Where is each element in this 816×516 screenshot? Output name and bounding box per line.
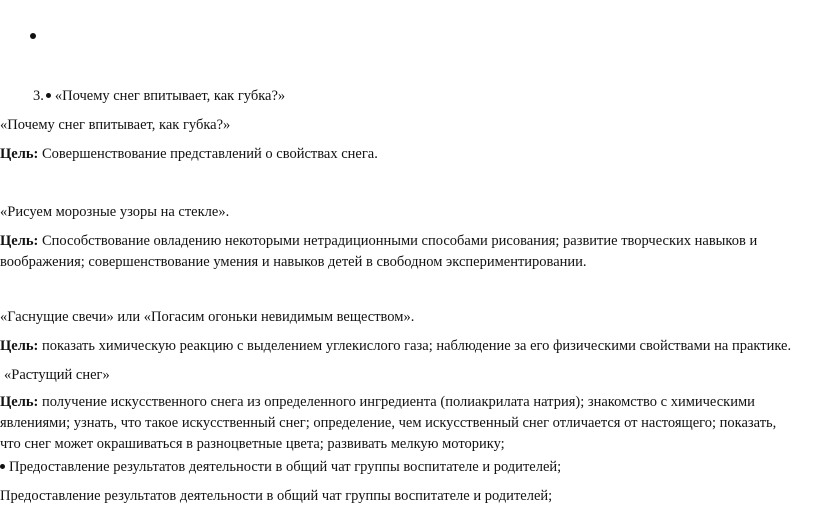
goal-4-text: получение искусственного снега из определенного ингредиента (полиакрилата натрия); знакомство с химическими явлениями; узнать, что такое искусственный снег; определение, чем искусственный снег отличается от настоящего; показать, что снег может окрашиваться в разноцветные цвета; развивать мелкую моторику;: [0, 394, 777, 452]
item-1-heading: [33, 86, 285, 107]
item-3-title: «Гаснущие свечи» или «Погасим огоньки невидимым веществом».: [0, 309, 415, 325]
goal-4: [0, 392, 800, 455]
goal-label: Цель:: [0, 338, 39, 354]
result-bullet-text: Предоставление результатов деятельности в общий чат группы воспитателе и родителей;: [9, 459, 562, 475]
item-1-number: 3.: [33, 88, 44, 104]
item-2-title: «Рисуем морозные узоры на стекле».: [0, 204, 230, 220]
goal-2-text: Способствование овладению некоторыми нетрадиционными способами рисования; развитие творческих навыков и воображения; совершенствование умения и навыков детей в свободном экспериментировании.: [0, 233, 758, 270]
goal-3: [0, 336, 791, 357]
item-1-title-repeat: «Почему снег впитывает, как губка?»: [0, 117, 231, 133]
bullet-dot: [30, 33, 36, 39]
goal-1: [0, 144, 378, 165]
goal-label: Цель:: [0, 233, 39, 249]
item-1-title: «Почему снег впитывает, как губка?»: [54, 88, 286, 104]
goal-3-text: показать химическую реакцию с выделением углекислого газа; наблюдение за его физическими свойствами на практике.: [41, 338, 792, 354]
goal-2: [0, 231, 800, 273]
result-bullet-item: [0, 457, 561, 478]
item-4-title: «Растущий снег»: [4, 367, 110, 383]
bullet-dot: [46, 93, 51, 98]
bullet-dot: [0, 464, 5, 469]
result-plain-item: Предоставление результатов деятельности в общий чат группы воспитателе и родителей;: [0, 488, 553, 504]
goal-1-text: Совершенствование представлений о свойствах снега.: [41, 146, 378, 162]
goal-label: Цель:: [0, 394, 39, 410]
goal-label: Цель:: [0, 146, 39, 162]
